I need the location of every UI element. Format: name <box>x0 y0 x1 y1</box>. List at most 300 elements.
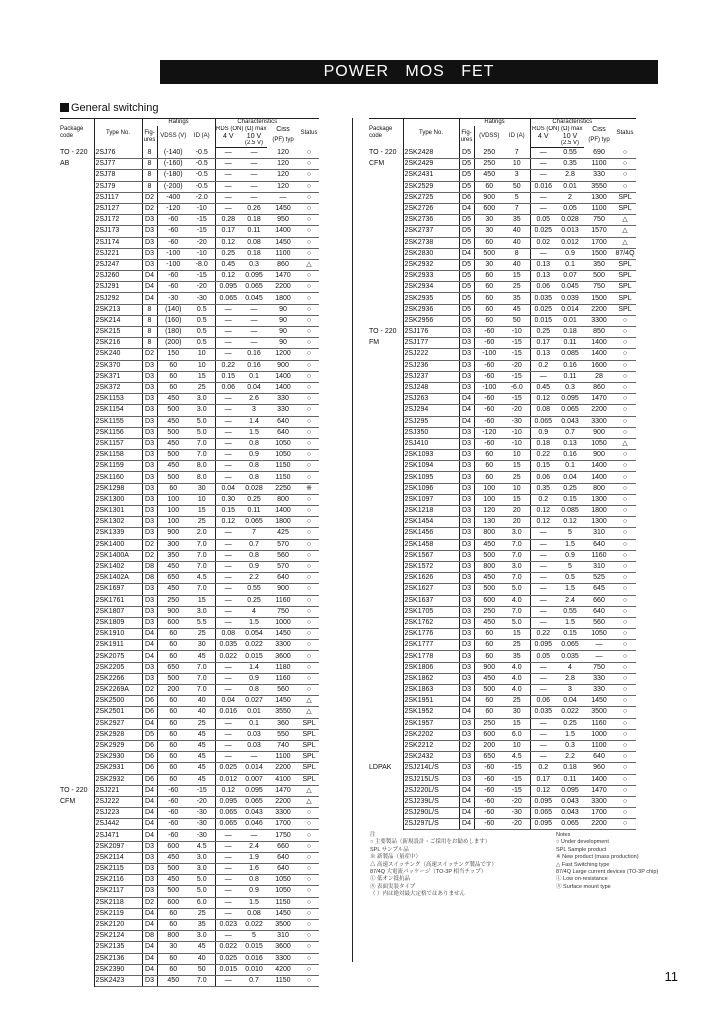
cell-r4: — <box>215 304 241 315</box>
cell-r10: 0.043 <box>556 808 584 819</box>
cell-vdss: -60 <box>157 237 189 248</box>
cell-type: 2SK2927 <box>94 718 142 729</box>
cell-st: ○ <box>614 718 636 729</box>
cell-r4: — <box>530 539 556 550</box>
cell-vdss: -120 <box>157 203 189 214</box>
cell-r10: 0.065 <box>241 517 267 528</box>
cell-r4: — <box>530 573 556 584</box>
cell-id: 15 <box>504 494 530 505</box>
table-row <box>60 953 319 964</box>
table-row <box>369 707 636 718</box>
cell-st: ○ <box>614 494 636 505</box>
cell-type: 2SK1339 <box>94 528 142 539</box>
cell-type: 2SK2097 <box>94 841 142 852</box>
cell-type: 2SK214 <box>94 315 142 326</box>
cell-r10: 0.03 <box>241 729 267 740</box>
table-row <box>60 841 319 852</box>
cell-id: -15 <box>504 774 530 785</box>
cell-st: ○ <box>299 315 319 326</box>
header-ciss: Ciss <box>276 126 290 133</box>
cell-pkg <box>60 226 94 237</box>
cell-st: SPL <box>299 763 319 774</box>
cell-r10: — <box>241 315 267 326</box>
cell-vdss: 450 <box>157 584 189 595</box>
table-row <box>60 427 319 438</box>
table-row <box>60 159 319 170</box>
cell-fig: D3 <box>459 640 474 651</box>
cell-vdss: (-200) <box>157 181 189 192</box>
cell-id: -20 <box>189 282 215 293</box>
cell-type: 2SK2934 <box>403 282 459 293</box>
cell-vdss: -60 <box>474 819 504 830</box>
cell-r4: 0.2 <box>530 763 556 774</box>
table-row <box>60 808 319 819</box>
cell-id: -0.5 <box>189 181 215 192</box>
cell-vdss: 30 <box>474 259 504 270</box>
cell-id: 2.0 <box>189 528 215 539</box>
cell-fig: 8 <box>142 181 157 192</box>
cell-pkg <box>60 506 94 517</box>
cell-pkg <box>369 662 403 673</box>
table-row <box>60 148 319 159</box>
table-row <box>60 774 319 785</box>
header-id: ID (A) <box>189 126 215 148</box>
cell-st: ○ <box>299 573 319 584</box>
cell-r4: — <box>215 662 241 673</box>
cell-pkg <box>60 931 94 942</box>
cell-fig: D2 <box>142 192 157 203</box>
cell-fig: D3 <box>142 438 157 449</box>
cell-fig: D3 <box>142 427 157 438</box>
cell-r4: 0.2 <box>530 360 556 371</box>
note-line: △ Fast Switching type <box>556 861 610 868</box>
cell-id: 4.0 <box>504 662 530 673</box>
cell-vdss: (160) <box>157 315 189 326</box>
cell-st: ○ <box>614 685 636 696</box>
cell-r4: 0.12 <box>215 785 241 796</box>
cell-id: 40 <box>504 259 530 270</box>
cell-st: ○ <box>299 953 319 964</box>
cell-pkg <box>369 271 403 282</box>
left-table-panel <box>60 118 319 987</box>
cell-vdss: 60 <box>474 472 504 483</box>
cell-id: -0.5 <box>189 170 215 181</box>
cell-r10: 0.065 <box>241 796 267 807</box>
cell-pkg: TO - 220 <box>369 148 403 159</box>
cell-r4: — <box>530 584 556 595</box>
cell-r4: — <box>530 528 556 539</box>
table-row <box>369 159 636 170</box>
cell-type: 2SK213 <box>94 304 142 315</box>
cell-st: ○ <box>299 673 319 684</box>
cell-type: 2SK371 <box>94 371 142 382</box>
cell-r10: 0.25 <box>556 718 584 729</box>
cell-r10: 0.25 <box>556 483 584 494</box>
cell-vdss: 100 <box>474 483 504 494</box>
cell-pkg <box>60 942 94 953</box>
cell-r4: 0.06 <box>530 696 556 707</box>
cell-fig: D3 <box>142 841 157 852</box>
cell-pkg: TO - 220 <box>60 785 94 796</box>
table-row <box>60 371 319 382</box>
cell-st: SPL <box>614 259 636 270</box>
cell-r10: 0.046 <box>241 819 267 830</box>
cell-id: 5.0 <box>189 875 215 886</box>
cell-ciss: 3600 <box>267 651 299 662</box>
cell-fig: D4 <box>459 785 474 796</box>
cell-st: ○ <box>614 338 636 349</box>
cell-pkg <box>60 405 94 416</box>
cell-fig: D6 <box>142 763 157 774</box>
cell-id: 4.5 <box>504 752 530 763</box>
table-row <box>369 718 636 729</box>
cell-fig: D3 <box>142 483 157 494</box>
cell-pkg <box>60 382 94 393</box>
cell-pkg <box>60 304 94 315</box>
cell-ciss: 28 <box>584 371 614 382</box>
cell-type: 2SJ239L/S <box>403 796 459 807</box>
table-row <box>369 606 636 617</box>
table-row <box>60 975 319 986</box>
cell-pkg <box>369 203 403 214</box>
cell-vdss: 60 <box>474 237 504 248</box>
cell-st: ○ <box>299 349 319 360</box>
cell-fig: D3 <box>142 394 157 405</box>
cell-st: SPL <box>614 293 636 304</box>
cell-id: 40 <box>504 237 530 248</box>
cell-r10: 0.01 <box>241 707 267 718</box>
cell-fig: D4 <box>142 640 157 651</box>
header-status: Status <box>299 119 319 148</box>
cell-vdss: -60 <box>474 394 504 405</box>
cell-type: 2SK2124 <box>94 931 142 942</box>
cell-vdss: 130 <box>474 517 504 528</box>
cell-type: 2SK2935 <box>403 293 459 304</box>
cell-st: ○ <box>614 629 636 640</box>
cell-pkg <box>369 494 403 505</box>
cell-r10: 0.027 <box>241 696 267 707</box>
cell-id: 5.0 <box>189 416 215 427</box>
cell-type: 2SK1762 <box>403 617 459 628</box>
cell-r4: 0.095 <box>215 282 241 293</box>
cell-type: 2SJ172 <box>94 215 142 226</box>
cell-r10: 0.15 <box>556 629 584 640</box>
cell-r10: 0.085 <box>556 349 584 360</box>
cell-vdss: 450 <box>157 438 189 449</box>
cell-ciss: 330 <box>584 673 614 684</box>
header-2-5v-r: (2.5 V) <box>556 140 584 148</box>
cell-r10: 0.015 <box>241 942 267 953</box>
cell-st: ○ <box>614 584 636 595</box>
table-row <box>369 394 636 405</box>
cell-r10: 0.11 <box>241 506 267 517</box>
cell-fig: D3 <box>459 763 474 774</box>
cell-pkg <box>369 673 403 684</box>
cell-ciss: 560 <box>267 550 299 561</box>
cell-vdss: 60 <box>157 382 189 393</box>
cell-fig: D4 <box>459 405 474 416</box>
cell-type: 2SK1862 <box>403 673 459 684</box>
cell-type: 2SK1298 <box>94 483 142 494</box>
cell-r10: 0.1 <box>241 371 267 382</box>
cell-vdss: (180) <box>157 327 189 338</box>
cell-st: SPL <box>299 729 319 740</box>
cell-type: 2SJ221 <box>94 248 142 259</box>
cell-vdss: 600 <box>157 841 189 852</box>
cell-st: ○ <box>299 550 319 561</box>
cell-fig: D4 <box>142 819 157 830</box>
cell-id: 4.0 <box>504 673 530 684</box>
cell-pkg <box>60 338 94 349</box>
header-code: code <box>60 133 74 140</box>
cell-ciss: 2200 <box>584 304 614 315</box>
cell-pkg <box>369 819 403 830</box>
cell-pkg <box>60 438 94 449</box>
cell-st: SPL <box>614 282 636 293</box>
cell-r4: — <box>530 561 556 572</box>
cell-pkg <box>369 226 403 237</box>
cell-vdss: 60 <box>474 271 504 282</box>
cell-vdss: 500 <box>474 685 504 696</box>
table-row <box>60 919 319 930</box>
cell-id: 15 <box>189 506 215 517</box>
cell-ciss: 3300 <box>267 953 299 964</box>
table-row <box>60 942 319 953</box>
cell-pkg <box>60 763 94 774</box>
cell-r4: 0.095 <box>215 796 241 807</box>
cell-r10: — <box>241 148 267 159</box>
cell-type: 2SK1095 <box>403 472 459 483</box>
cell-fig: D4 <box>142 908 157 919</box>
cell-ciss: 900 <box>584 427 614 438</box>
cell-ciss: 2250 <box>267 483 299 494</box>
cell-st: ○ <box>614 707 636 718</box>
cell-r4: — <box>215 908 241 919</box>
cell-r10: 0.035 <box>556 651 584 662</box>
cell-ciss: 640 <box>267 573 299 584</box>
cell-r10: 0.1 <box>241 718 267 729</box>
cell-id: -10 <box>504 438 530 449</box>
cell-vdss: 800 <box>474 528 504 539</box>
cell-ciss: 1050 <box>267 450 299 461</box>
cell-r10: 0.043 <box>556 416 584 427</box>
cell-vdss: 60 <box>474 696 504 707</box>
cell-r10: 0.35 <box>556 159 584 170</box>
cell-ciss: 850 <box>584 327 614 338</box>
cell-id: -15 <box>189 271 215 282</box>
cell-r10: — <box>241 192 267 203</box>
cell-r4: 0.095 <box>530 819 556 830</box>
cell-ciss: 1400 <box>267 382 299 393</box>
cell-vdss: 60 <box>157 483 189 494</box>
cell-r10: 0.043 <box>556 796 584 807</box>
cell-r4: — <box>530 550 556 561</box>
header-package-r: Package <box>369 126 393 133</box>
header-type-no-r: Type No. <box>403 119 459 148</box>
cell-pkg <box>60 259 94 270</box>
cell-vdss: -60 <box>474 405 504 416</box>
cell-vdss: 450 <box>157 394 189 405</box>
cell-id: 5.0 <box>189 427 215 438</box>
cell-vdss: -100 <box>474 382 504 393</box>
cell-fig: D2 <box>142 539 157 550</box>
cell-vdss: 500 <box>157 886 189 897</box>
cell-ciss: 1050 <box>267 886 299 897</box>
cell-r10: 1.5 <box>241 617 267 628</box>
cell-r10: 0.04 <box>556 472 584 483</box>
cell-id: 7.0 <box>189 539 215 550</box>
cell-st: ○ <box>299 685 319 696</box>
table-row <box>60 517 319 528</box>
cell-vdss: -60 <box>474 796 504 807</box>
cell-ciss: 1470 <box>584 394 614 405</box>
table-row <box>369 461 636 472</box>
table-row <box>369 539 636 550</box>
cell-r4: 0.04 <box>215 483 241 494</box>
cell-ciss: 3500 <box>267 919 299 930</box>
cell-type: 2SK1160 <box>94 472 142 483</box>
cell-type: 2SK2428 <box>403 148 459 159</box>
cell-r4: 0.022 <box>215 942 241 953</box>
header-ciss-r: Ciss <box>592 126 606 133</box>
cell-r4: — <box>215 327 241 338</box>
cell-type: 2SJ117 <box>94 192 142 203</box>
table-row <box>369 573 636 584</box>
cell-pkg <box>369 651 403 662</box>
cell-st: △ <box>614 215 636 226</box>
cell-ciss: 860 <box>267 259 299 270</box>
cell-pkg <box>60 327 94 338</box>
cell-r4: 0.15 <box>530 461 556 472</box>
cell-vdss: 650 <box>157 662 189 673</box>
cell-id: 15 <box>189 595 215 606</box>
cell-st: SPL <box>299 740 319 751</box>
cell-r4: 0.065 <box>215 819 241 830</box>
cell-fig: D5 <box>459 226 474 237</box>
cell-r10: 0.014 <box>241 763 267 774</box>
note-line: Ⓢ 表面実装タイプ <box>370 883 416 890</box>
cell-id: -10 <box>504 427 530 438</box>
cell-r4: — <box>215 584 241 595</box>
cell-pkg <box>369 729 403 740</box>
note-line: ○ Under development <box>556 839 609 846</box>
cell-id: 5.5 <box>189 617 215 628</box>
cell-r4: — <box>530 595 556 606</box>
cell-id: -30 <box>189 808 215 819</box>
cell-id: 7 <box>504 148 530 159</box>
table-row <box>60 707 319 718</box>
cell-st: ○ <box>299 539 319 550</box>
note-line: SPL Sample product <box>556 846 607 853</box>
cell-vdss: 100 <box>157 506 189 517</box>
cell-r4: 0.06 <box>530 282 556 293</box>
cell-id: 40 <box>189 707 215 718</box>
cell-id: -2.0 <box>189 192 215 203</box>
table-row <box>60 248 319 259</box>
cell-vdss: 60 <box>474 450 504 461</box>
cell-id: 25 <box>189 517 215 528</box>
note-line: Notes <box>556 832 571 838</box>
table-row <box>60 528 319 539</box>
cell-type: 2SJ260 <box>94 271 142 282</box>
cell-vdss: (200) <box>157 338 189 349</box>
cell-vdss: 60 <box>157 740 189 751</box>
cell-vdss: 450 <box>474 673 504 684</box>
cell-pkg <box>369 304 403 315</box>
cell-pkg <box>369 550 403 561</box>
cell-ciss: 3500 <box>584 707 614 718</box>
cell-st: ○ <box>299 494 319 505</box>
cell-pkg <box>60 248 94 259</box>
table-row <box>369 752 636 763</box>
cell-r10: 0.8 <box>241 438 267 449</box>
cell-id: 3.0 <box>504 528 530 539</box>
cell-r4: — <box>530 718 556 729</box>
cell-id: -30 <box>189 819 215 830</box>
table-row <box>369 550 636 561</box>
cell-id: 45 <box>189 752 215 763</box>
table-row <box>60 349 319 360</box>
cell-st: ○ <box>614 170 636 181</box>
table-row <box>60 908 319 919</box>
cell-type: 2SK2830 <box>403 248 459 259</box>
cell-pkg <box>369 808 403 819</box>
cell-ciss: 3300 <box>267 808 299 819</box>
cell-ciss: 1150 <box>267 472 299 483</box>
note-line: （ ）内は絶対最大定格ではありません <box>370 891 466 898</box>
cell-st: △ <box>614 438 636 449</box>
cell-id: -15 <box>504 349 530 360</box>
cell-type: 2SK2423 <box>94 975 142 986</box>
cell-r4: — <box>215 931 241 942</box>
cell-type: 2SJ214L/S <box>403 763 459 774</box>
cell-id: 0.5 <box>189 304 215 315</box>
cell-pkg <box>60 517 94 528</box>
cell-type: 2SK2136 <box>94 953 142 964</box>
cell-ciss: 1400 <box>267 506 299 517</box>
cell-st: ○ <box>299 360 319 371</box>
cell-r10: 0.25 <box>241 595 267 606</box>
cell-st: ○ <box>614 461 636 472</box>
cell-id: -15 <box>504 763 530 774</box>
cell-st: ○ <box>614 327 636 338</box>
cell-type: 2SK1402 <box>94 561 142 572</box>
header-fig2: ures <box>143 136 156 143</box>
cell-id: 10 <box>189 360 215 371</box>
cell-r4: — <box>215 394 241 405</box>
table-row <box>60 685 319 696</box>
cell-r10: 2.8 <box>556 673 584 684</box>
cell-st: ○ <box>614 651 636 662</box>
cell-pkg <box>369 382 403 393</box>
note-line: 注 <box>370 832 376 838</box>
cell-r10: 0.095 <box>241 785 267 796</box>
cell-type: 2SK2932 <box>403 259 459 270</box>
cell-id: 15 <box>504 461 530 472</box>
cell-type: 2SJ177 <box>403 338 459 349</box>
cell-ciss: 1400 <box>584 349 614 360</box>
cell-id: 7.0 <box>189 673 215 684</box>
cell-id: 40 <box>189 696 215 707</box>
table-row <box>60 561 319 572</box>
cell-r10: 0.1 <box>556 259 584 270</box>
table-row <box>369 304 636 315</box>
cell-ciss: 4200 <box>267 964 299 975</box>
cell-vdss: 250 <box>474 606 504 617</box>
cell-pkg <box>60 673 94 684</box>
cell-ciss: 2200 <box>267 282 299 293</box>
table-row <box>60 405 319 416</box>
